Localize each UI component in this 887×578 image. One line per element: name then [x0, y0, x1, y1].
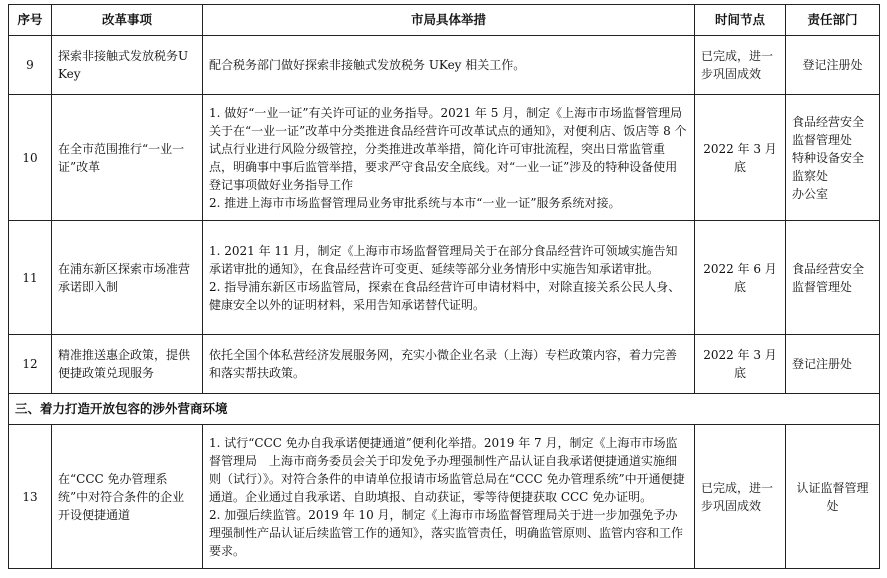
row-item: 在“CCC 免办管理系统”中对符合条件的企业开设便捷通道	[52, 425, 203, 569]
table-row	[9, 221, 880, 335]
header-dept: 责任部门	[786, 5, 880, 36]
reform-measures-table	[8, 4, 880, 569]
section-heading-row	[9, 394, 880, 425]
row-seq: 12	[9, 335, 52, 394]
row-dept: 食品经营安全监督管理处	[786, 221, 880, 335]
row-item: 在全市范围推行“一业一证”改革	[52, 95, 203, 221]
row-seq: 13	[9, 425, 52, 569]
row-measures: 1. 做好“一业一证”有关许可证的业务指导。2021 年 5 月，制定《上海市市场监督管理局关于在“一业一证”改革中分类推进食品经营许可改革试点的通知》，对便利店、饭店等 8 个试点行业进行风险分级管控，分类推进改革举措，简化许可审批流程，突出日常监管重点，明确事中事后监管举措，要求严守食品安全底线。对“一业一证”涉及的特种设备使用登记事项做好业务指导工作 2. 推进上海市市场监督管理局业务审批系统与本市“一业一证”服务系统对接。	[203, 95, 695, 221]
section-heading: 三、着力打造开放包容的涉外营商环境	[9, 394, 880, 425]
row-timeline: 2022 年 3 月底	[695, 335, 786, 394]
row-timeline: 已完成，进一步巩固成效	[695, 425, 786, 569]
row-seq: 9	[9, 36, 52, 95]
row-timeline: 2022 年 3 月底	[695, 95, 786, 221]
table-row	[9, 425, 880, 569]
row-timeline: 已完成，进一步巩固成效	[695, 36, 786, 95]
header-measures: 市局具体举措	[203, 5, 695, 36]
row-timeline: 2022 年 6 月底	[695, 221, 786, 335]
row-item: 探索非接触式发放税务UKey	[52, 36, 203, 95]
table-row	[9, 95, 880, 221]
header-seq: 序号	[9, 5, 52, 36]
header-row	[9, 5, 880, 36]
row-dept: 食品经营安全监督管理处 特种设备安全监察处 办公室	[786, 95, 880, 221]
row-seq: 10	[9, 95, 52, 221]
table-row	[9, 36, 880, 95]
row-dept: 登记注册处	[786, 36, 880, 95]
row-measures: 配合税务部门做好探索非接触式发放税务 UKey 相关工作。	[203, 36, 695, 95]
table-row	[9, 335, 880, 394]
row-measures: 1. 试行“CCC 免办自我承诺便捷通道”便利化举措。2019 年 7 月，制定《上海市市场监督管理局 上海市商务委员会关于印发免予办理强制性产品认证自我承诺便捷通道实施细则（试行）》。对符合条件的申请单位报请市场监管总局在“CCC 免办管理系统”中开通便捷通道。企业通过自我承诺、自助填报、自动获证，零等待便捷获取 CCC 免办证明。 2. 加强后续监管。2019 年 10 月，制定《上海市市场监督管理局关于进一步加强免予办理强制性产品认证后续监管工作的通知》，落实监管责任，明确监管原则、监管内容和工作要求。	[203, 425, 695, 569]
row-measures: 依托全国个体私营经济发展服务网，充实小微企业名录（上海）专栏政策内容，着力完善和落实帮扶政策。	[203, 335, 695, 394]
header-timeline: 时间节点	[695, 5, 786, 36]
row-dept: 登记注册处	[786, 335, 880, 394]
row-measures: 1. 2021 年 11 月，制定《上海市市场监督管理局关于在部分食品经营许可领域实施告知承诺审批的通知》，在食品经营许可变更、延续等部分业务情形中实施告知承诺审批。 2. 指导浦东新区市场监管局，探索在食品经营许可申请材料中，对除直接关系公民人身、健康安全以外的证明材料，采用告知承诺替代证明。	[203, 221, 695, 335]
row-item: 在浦东新区探索市场准营承诺即入制	[52, 221, 203, 335]
row-seq: 11	[9, 221, 52, 335]
row-dept: 认证监督管理处	[786, 425, 880, 569]
row-item: 精准推送惠企政策，提供便捷政策兑现服务	[52, 335, 203, 394]
header-item: 改革事项	[52, 5, 203, 36]
